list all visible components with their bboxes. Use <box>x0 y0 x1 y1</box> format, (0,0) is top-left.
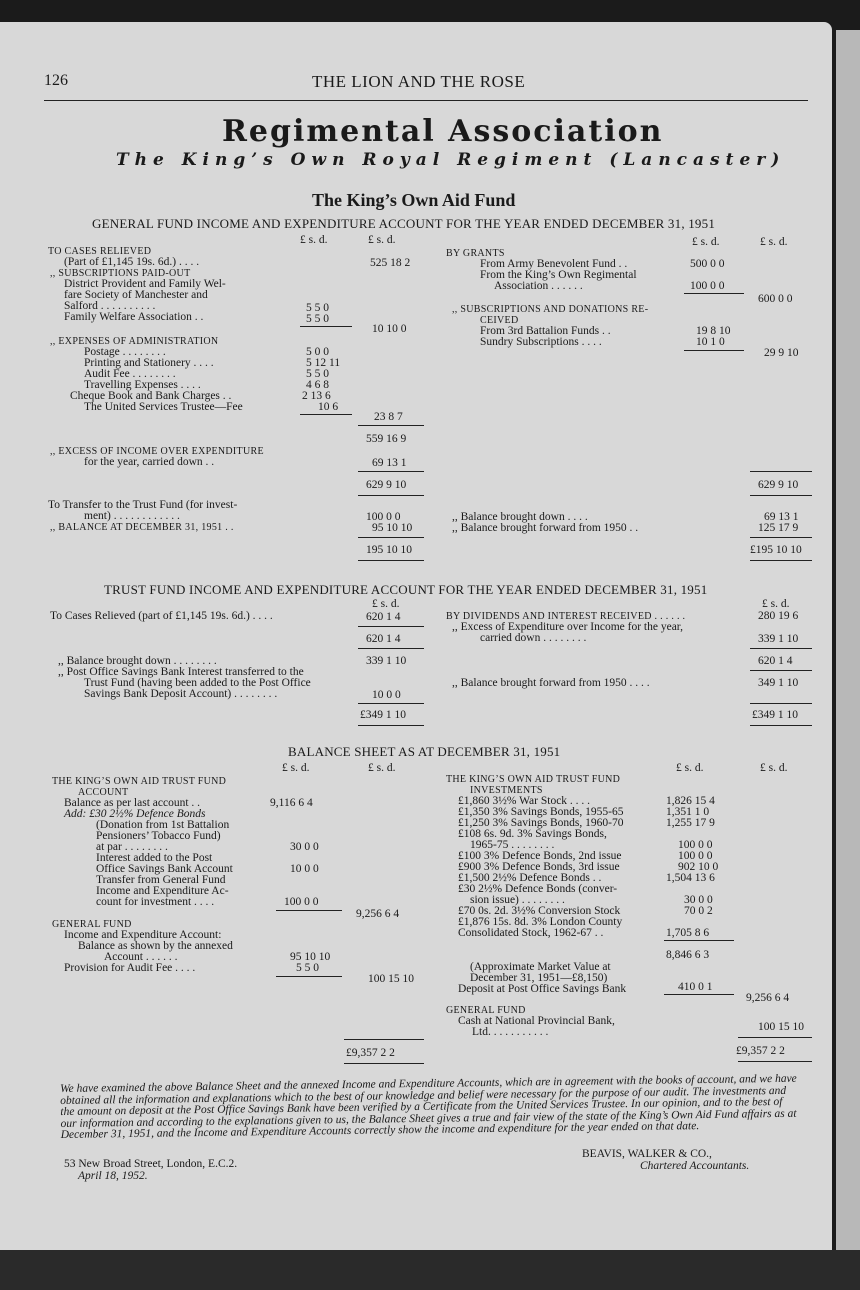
ledger-text: ,, SUBSCRIPTIONS AND DONATIONS RE- <box>452 304 649 315</box>
ledger-text: Ltd. . . . . . . . . . . <box>472 1026 549 1038</box>
page-shadow <box>0 1250 860 1290</box>
sum-rule <box>750 703 812 704</box>
ledger-text: £70 0s. 2d. 3½% Conversion Stock <box>458 905 621 917</box>
amount: 69 13 1 <box>764 511 799 523</box>
amount: 100 0 0 <box>690 280 725 292</box>
amount: 10 6 <box>318 401 339 413</box>
ledger-text: Association . . . . . . <box>494 280 583 292</box>
amount: 5 0 0 <box>306 346 329 358</box>
ledger-text: ,, Balance brought forward from 1950 . . <box>452 522 639 534</box>
ledger-text: Deposit at Post Office Savings Bank <box>458 983 627 995</box>
sum-rule <box>750 537 812 538</box>
ledger-text: ,, BALANCE AT DECEMBER 31, 1951 . . <box>50 522 234 533</box>
amount: 5 5 0 <box>306 313 329 325</box>
address: 53 New Broad Street, London, E.C.2. <box>64 1158 238 1170</box>
page-title: Regimental Association <box>222 114 664 149</box>
sum-rule <box>358 725 424 726</box>
ledger-text: ,, SUBSCRIPTIONS PAID-OUT <box>50 268 191 279</box>
ledger-text: £1,500 2½% Defence Bonds . . <box>458 872 602 884</box>
amount: 349 1 10 <box>758 677 799 689</box>
firm-title: Chartered Accountants. <box>640 1160 750 1172</box>
sum-rule <box>684 293 744 294</box>
amount: 629 9 10 <box>366 479 407 491</box>
col-header: £ s. d. <box>760 236 788 248</box>
col-header: £ s. d. <box>676 762 704 774</box>
ledger-text: THE KING’S OWN AID TRUST FUND <box>52 776 227 787</box>
ledger-text: Family Welfare Association . . <box>64 311 204 323</box>
amount: 9,256 6 4 <box>746 992 790 1004</box>
amount: 100 0 0 <box>284 896 319 908</box>
ledger-text: count for investment . . . . <box>96 896 215 908</box>
ledger-text: ,, Balance brought down . . . . . . . . <box>58 655 217 667</box>
amount: 5 5 0 <box>296 962 319 974</box>
running-title: THE LION AND THE ROSE <box>312 72 526 91</box>
amount: 100 0 0 <box>366 511 401 523</box>
firm-name: BEAVIS, WALKER & CO., <box>582 1148 712 1160</box>
ledger-text: carried down . . . . . . . . <box>480 632 587 644</box>
ledger-text: ment) . . . . . . . . . . . . <box>84 510 180 522</box>
sum-rule <box>276 910 342 911</box>
sum-rule <box>750 495 812 496</box>
amount: 2 13 6 <box>302 390 331 402</box>
ledger-text: Provision for Audit Fee . . . . <box>64 962 196 974</box>
ledger-text: at par . . . . . . . . <box>96 841 168 853</box>
amount: 600 0 0 <box>758 293 793 305</box>
amount: £9,357 2 2 <box>736 1045 785 1057</box>
sum-rule <box>664 940 734 941</box>
ledger-text: ,, Post Office Savings Bank Interest transferred to the <box>58 666 304 678</box>
sum-rule <box>358 471 424 472</box>
amount: 10 0 0 <box>372 689 401 701</box>
ledger-text: ,, Balance brought down . . . . <box>452 511 588 523</box>
sum-rule <box>300 326 352 327</box>
ledger-text: District Provident and Family Wel- <box>64 278 226 290</box>
sum-rule <box>358 425 424 426</box>
document-page <box>0 22 832 1270</box>
sum-rule <box>344 1063 424 1064</box>
amount: 23 8 7 <box>374 411 403 423</box>
ledger-text: Interest added to the Post <box>96 852 213 864</box>
sum-rule <box>750 648 812 649</box>
ledger-text: From Army Benevolent Fund . . <box>480 258 628 270</box>
page-subtitle: The King’s Own Royal Regiment (Lancaster) <box>116 150 786 170</box>
ledger-text: BY DIVIDENDS AND INTEREST RECEIVED . . . . . . <box>446 611 686 622</box>
auditors-note: We have examined the above Balance Sheet and the annexed Income and Expenditure Accounts, which are in agreement with the books of account, and we have obtained all the information and explanations which to the best of our knowledge and belief were necessary for the purpose of our audit. The investments and the amount on deposit at the Post Office Savings Bank have been verified by a Certificate from the United Services Trustee. In our opinion, and to the best of our information and according to the explanations given to us, the Balance Sheet gives a true and fair view of the state of the King’s Own Aid Fund affairs as at December 31, 1951, and the Income and Expenditure Accounts correctly show the income and expenditure for the year ended on that date. <box>59 1072 797 1141</box>
amount: 29 9 10 <box>764 347 799 359</box>
ledger-text: £1,250 3% Savings Bonds, 1960-70 <box>458 817 624 829</box>
amount: 70 0 2 <box>684 905 713 917</box>
ledger-text: £30 2½% Defence Bonds (conver- <box>458 883 618 895</box>
ledger-text: for the year, carried down . . <box>84 456 215 468</box>
balance-heading: BALANCE SHEET AS AT DECEMBER 31, 1951 <box>288 744 561 759</box>
ledger-text: BY GRANTS <box>446 248 505 259</box>
ledger-text: 1965-75 . . . . . . . . <box>470 839 555 851</box>
ledger-text: Office Savings Bank Account <box>96 863 233 875</box>
amount: 1,826 15 4 <box>666 795 715 807</box>
amount: 559 16 9 <box>366 433 407 445</box>
trust-heading: TRUST FUND INCOME AND EXPENDITURE ACCOUNT FOR THE YEAR ENDED DECEMBER 31, 1951 <box>104 582 708 597</box>
sum-rule <box>738 1037 812 1038</box>
ledger-text: Pensioners’ Tobacco Fund) <box>96 830 221 842</box>
ledger-text: To Transfer to the Trust Fund (for invest- <box>48 499 238 511</box>
ledger-text: From 3rd Battalion Funds . . <box>480 325 611 337</box>
ledger-text: Balance as per last account . . <box>64 797 201 809</box>
ledger-text: Salford . . . . . . . . . . <box>64 300 156 312</box>
amount: 500 0 0 <box>690 258 725 270</box>
col-header: £ s. d. <box>762 598 790 610</box>
ledger-text: £1,876 15s. 8d. 3% London County <box>458 916 623 928</box>
ledger-text: (Approximate Market Value at <box>470 961 611 973</box>
amount: £349 1 10 <box>360 709 406 721</box>
adjacent-page-edge <box>836 30 860 1265</box>
ledger-text: THE KING’S OWN AID TRUST FUND <box>446 774 621 785</box>
ledger-text: From the King’s Own Regimental <box>480 269 637 281</box>
amount: 10 10 0 <box>372 323 407 335</box>
amount: 339 1 10 <box>366 655 407 667</box>
ledger-text: Savings Bank Deposit Account) . . . . . . . . <box>84 688 278 700</box>
amount: 280 19 6 <box>758 610 799 622</box>
ledger-text: £108 6s. 9d. 3% Savings Bonds, <box>458 828 607 840</box>
amount: 1,705 8 6 <box>666 927 710 939</box>
amount: 95 10 10 <box>290 951 331 963</box>
amount: 9,116 6 4 <box>270 797 313 809</box>
amount: 100 0 0 <box>678 850 713 862</box>
ledger-text: ,, EXPENSES OF ADMINISTRATION <box>50 336 219 347</box>
col-header: £ s. d. <box>282 762 310 774</box>
sum-rule <box>344 1039 424 1040</box>
amount: 4 6 8 <box>306 379 329 391</box>
ledger-text: fare Society of Manchester and <box>64 289 208 301</box>
amount: 620 1 4 <box>366 633 401 645</box>
ledger-text: £100 3% Defence Bonds, 2nd issue <box>458 850 622 862</box>
ledger-text: Balance as shown by the annexed <box>78 940 233 952</box>
ledger-text: ,, Excess of Expenditure over Income for the year, <box>452 621 684 633</box>
amount: 5 5 0 <box>306 368 329 380</box>
ledger-text: CEIVED <box>480 315 519 326</box>
ledger-text: GENERAL FUND <box>446 1005 526 1016</box>
amount: 30 0 0 <box>684 894 713 906</box>
amount: 629 9 10 <box>758 479 799 491</box>
sum-rule <box>738 1061 812 1062</box>
amount: £349 1 10 <box>752 709 798 721</box>
amount: 125 17 9 <box>758 522 799 534</box>
amount: 1,351 1 0 <box>666 806 710 818</box>
sum-rule <box>358 560 424 561</box>
col-header: £ s. d. <box>760 762 788 774</box>
amount: 30 0 0 <box>290 841 319 853</box>
amount: 100 15 10 <box>758 1021 804 1033</box>
ledger-text: £900 3% Defence Bonds, 3rd issue <box>458 861 620 873</box>
ledger-text: Add: £30 2½% Defence Bonds <box>64 808 206 820</box>
sum-rule <box>358 703 424 704</box>
ledger-text: Audit Fee . . . . . . . . <box>84 368 176 380</box>
ledger-text: Postage . . . . . . . . <box>84 346 166 358</box>
amount: 620 1 4 <box>366 611 401 623</box>
header-rule <box>44 100 808 101</box>
general-heading: GENERAL FUND INCOME AND EXPENDITURE ACCOUNT FOR THE YEAR ENDED DECEMBER 31, 1951 <box>92 216 716 231</box>
ledger-text: December 31, 1951—£8,150) <box>470 972 608 984</box>
ledger-text: Cash at National Provincial Bank, <box>458 1015 615 1027</box>
col-header: £ s. d. <box>368 762 396 774</box>
ledger-text: GENERAL FUND <box>52 919 132 930</box>
amount: 8,846 6 3 <box>666 949 710 961</box>
sum-rule <box>358 648 424 649</box>
sum-rule <box>664 994 734 995</box>
amount: £9,357 2 2 <box>346 1047 395 1059</box>
sum-rule <box>750 670 812 671</box>
amount: 1,255 17 9 <box>666 817 715 829</box>
ledger-text: Income and Expenditure Account: <box>64 929 222 941</box>
sum-rule <box>300 414 352 415</box>
amount: 620 1 4 <box>758 655 793 667</box>
sum-rule <box>684 350 744 351</box>
amount: 339 1 10 <box>758 633 799 645</box>
amount: 1,504 13 6 <box>666 872 715 884</box>
ledger-text: Printing and Stationery . . . . <box>84 357 214 369</box>
ledger-text: ,, EXCESS OF INCOME OVER EXPENDITURE <box>50 446 264 457</box>
ledger-text: Consolidated Stock, 1962-67 . . <box>458 927 604 939</box>
col-header: £ s. d. <box>368 234 396 246</box>
col-header: £ s. d. <box>692 236 720 248</box>
ledger-text: Income and Expenditure Ac- <box>96 885 229 897</box>
sum-rule <box>358 537 424 538</box>
date: April 18, 1952. <box>78 1170 148 1182</box>
amount: 5 5 0 <box>306 302 329 314</box>
page-number: 126 <box>44 72 68 89</box>
ledger-text: £1,860 3½% War Stock . . . . <box>458 795 591 807</box>
sum-rule <box>358 495 424 496</box>
ledger-text: ACCOUNT <box>78 787 129 798</box>
amount: 195 10 10 <box>366 544 412 556</box>
ledger-text: Transfer from General Fund <box>96 874 226 886</box>
ledger-text: INVESTMENTS <box>470 785 543 796</box>
amount: 10 0 0 <box>290 863 319 875</box>
amount: 525 18 2 <box>370 257 411 269</box>
ledger-text: (Donation from 1st Battalion <box>96 819 230 831</box>
ledger-text: To Cases Relieved (part of £1,145 19s. 6d.) . . . . <box>50 610 273 622</box>
ledger-text: £1,350 3% Savings Bonds, 1955-65 <box>458 806 624 818</box>
ledger-text: The United Services Trustee—Fee <box>84 401 243 413</box>
amount: 69 13 1 <box>372 457 407 469</box>
sum-rule <box>276 976 342 977</box>
ledger-text: Sundry Subscriptions . . . . <box>480 336 602 348</box>
ledger-text: Cheque Book and Bank Charges . . <box>70 390 232 402</box>
ledger-text: Travelling Expenses . . . . <box>84 379 201 391</box>
ledger-text: ,, Balance brought forward from 1950 . . . . <box>452 677 650 689</box>
ledger-text: (Part of £1,145 19s. 6d.) . . . . <box>64 256 200 268</box>
amount: 19 8 10 <box>696 325 731 337</box>
amount: 100 15 10 <box>368 973 414 985</box>
ledger-text: Account . . . . . . <box>104 951 178 963</box>
sum-rule <box>750 471 812 472</box>
amount: £195 10 10 <box>750 544 802 556</box>
amount: 410 0 1 <box>678 981 713 993</box>
sum-rule <box>750 725 812 726</box>
ledger-text: sion issue) . . . . . . . . <box>470 894 565 906</box>
amount: 902 10 0 <box>678 861 719 873</box>
amount: 5 12 11 <box>306 357 341 369</box>
ledger-text: TO CASES RELIEVED <box>48 246 152 257</box>
sum-rule <box>358 626 424 627</box>
ledger-text: Trust Fund (having been added to the Post Office <box>84 677 311 689</box>
col-header: £ s. d. <box>300 234 328 246</box>
amount: 9,256 6 4 <box>356 908 400 920</box>
col-header: £ s. d. <box>372 598 400 610</box>
amount: 95 10 10 <box>372 522 413 534</box>
amount: 10 1 0 <box>696 336 725 348</box>
fund-title: The King’s Own Aid Fund <box>312 190 516 210</box>
amount: 100 0 0 <box>678 839 713 851</box>
sum-rule <box>750 560 812 561</box>
